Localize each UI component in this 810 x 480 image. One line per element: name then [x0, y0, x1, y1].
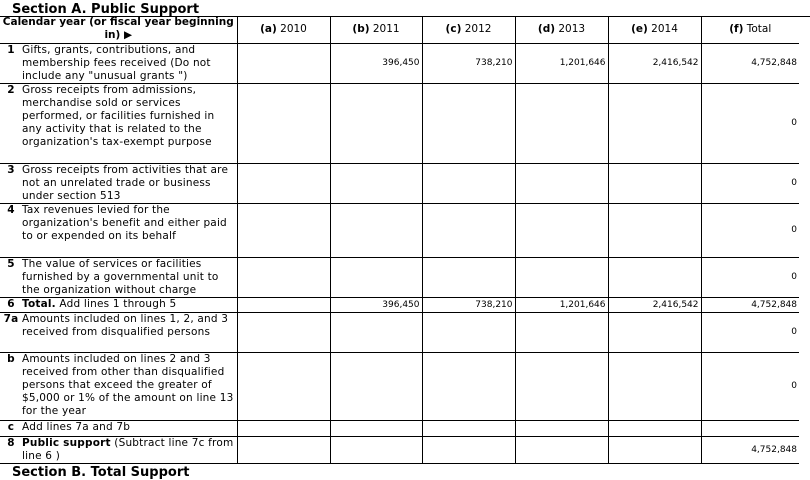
- column-header-a: (a) 2010: [237, 16, 330, 43]
- value-cell-b: [330, 163, 422, 203]
- value-cell-d: [515, 352, 608, 420]
- value-cell-d: [515, 203, 608, 257]
- line-row-8: [0, 436, 799, 463]
- value-cell-c: [422, 83, 515, 163]
- value-cell-a: [237, 420, 330, 436]
- value-cell-a: [237, 43, 330, 83]
- value-cell-c: [422, 257, 515, 297]
- column-header-b: (b) 2011: [330, 16, 422, 43]
- value-cell-d: [515, 420, 608, 436]
- line-number: 4: [7, 203, 15, 216]
- value-cell-e: [608, 352, 701, 420]
- value-cell-c: [422, 420, 515, 436]
- line-description: [0, 163, 237, 203]
- line-row-1: [0, 43, 799, 83]
- line-number: 5: [7, 257, 15, 270]
- line-description: [0, 312, 237, 352]
- line-row-b: [0, 352, 799, 420]
- value-cell-b: [330, 83, 422, 163]
- section-b-title: Section B. Total Support: [12, 465, 190, 480]
- value-cell-a: [237, 312, 330, 352]
- line-row-6: [0, 297, 799, 312]
- line-row-3: [0, 163, 799, 203]
- line-description: [0, 203, 237, 257]
- value-cell-f: 0: [701, 312, 799, 352]
- value-cell-a: [237, 163, 330, 203]
- value-cell-b: [330, 203, 422, 257]
- line-number: 2: [7, 83, 15, 96]
- line-description: [0, 83, 237, 163]
- line-row-7a: [0, 312, 799, 352]
- value-cell-a: [237, 83, 330, 163]
- value-cell-e: [608, 436, 701, 463]
- line-text: The value of services or facilities furnished by a governmental unit to the organization without charge: [22, 257, 219, 296]
- line-description: [0, 257, 237, 297]
- value-cell-b: [330, 420, 422, 436]
- line-number: 8: [7, 436, 15, 449]
- value-cell-e: [608, 420, 701, 436]
- value-cell-c: 738,210: [422, 43, 515, 83]
- value-cell-b: 396,450: [330, 43, 422, 83]
- value-cell-c: [422, 163, 515, 203]
- value-cell-f: [701, 420, 799, 436]
- value-cell-c: [422, 203, 515, 257]
- line-row-2: [0, 83, 799, 163]
- value-cell-f: 0: [701, 203, 799, 257]
- value-cell-b: [330, 312, 422, 352]
- line-bold-label: Public support: [22, 436, 111, 449]
- line-number: 6: [7, 297, 15, 310]
- line-row-4: [0, 203, 799, 257]
- line-number: 1: [7, 43, 15, 56]
- line-row-5: [0, 257, 799, 297]
- line-text: Gross receipts from activities that are not an unrelated trade or business under section 513: [22, 163, 229, 202]
- value-cell-e: [608, 163, 701, 203]
- value-cell-c: [422, 312, 515, 352]
- line-text: Add lines 7a and 7b: [22, 420, 131, 433]
- column-header-c: (c) 2012: [422, 16, 515, 43]
- value-cell-a: [237, 436, 330, 463]
- line-bold-label: Total.: [22, 297, 56, 310]
- value-cell-b: [330, 352, 422, 420]
- value-cell-e: 2,416,542: [608, 43, 701, 83]
- header-row: [0, 16, 799, 43]
- value-cell-e: 2,416,542: [608, 297, 701, 312]
- line-row-c: [0, 420, 799, 436]
- line-text: Tax revenues levied for the organization's benefit and either paid to or expended on its behalf: [22, 203, 227, 242]
- line-text: Gifts, grants, contributions, and membership fees received (Do not include any "unusual grants "): [22, 43, 211, 82]
- line-number: 3: [7, 163, 15, 176]
- public-support-table: [0, 16, 799, 464]
- column-header-e: (e) 2014: [608, 16, 701, 43]
- line-text: Amounts included on lines 1, 2, and 3 received from disqualified persons: [22, 312, 229, 338]
- value-cell-a: [237, 352, 330, 420]
- value-cell-f: 0: [701, 257, 799, 297]
- value-cell-e: [608, 203, 701, 257]
- value-cell-e: [608, 312, 701, 352]
- section-a-title: Section A. Public Support: [12, 2, 200, 17]
- value-cell-f: 0: [701, 163, 799, 203]
- line-number: c: [7, 420, 15, 433]
- value-cell-f: 0: [701, 83, 799, 163]
- value-cell-a: [237, 297, 330, 312]
- value-cell-b: [330, 257, 422, 297]
- value-cell-f: 4,752,848: [701, 43, 799, 83]
- value-cell-d: [515, 257, 608, 297]
- value-cell-d: 1,201,646: [515, 297, 608, 312]
- value-cell-f: 4,752,848: [701, 436, 799, 463]
- line-description: [0, 352, 237, 420]
- value-cell-c: 738,210: [422, 297, 515, 312]
- line-description: [0, 436, 237, 463]
- line-description: [0, 297, 237, 312]
- value-cell-c: [422, 436, 515, 463]
- calendar-year-label: Calendar year (or fiscal year beginning in) ▶: [0, 16, 237, 43]
- value-cell-e: [608, 83, 701, 163]
- value-cell-d: [515, 436, 608, 463]
- line-number: b: [7, 352, 15, 365]
- line-text: Add lines 1 through 5: [59, 297, 177, 310]
- line-text: Gross receipts from admissions, merchandise sold or services performed, or facilities furnished in any activity that is related to the organization's tax-exempt purpose: [22, 83, 215, 148]
- value-cell-b: [330, 436, 422, 463]
- value-cell-c: [422, 352, 515, 420]
- value-cell-a: [237, 257, 330, 297]
- value-cell-f: 0: [701, 352, 799, 420]
- value-cell-d: [515, 163, 608, 203]
- line-number: 7a: [3, 312, 19, 325]
- value-cell-f: 4,752,848: [701, 297, 799, 312]
- value-cell-d: [515, 83, 608, 163]
- line-text: (Subtract line 7c from line 6 ): [22, 436, 234, 462]
- column-header-d: (d) 2013: [515, 16, 608, 43]
- line-description: [0, 420, 237, 436]
- value-cell-a: [237, 203, 330, 257]
- value-cell-d: 1,201,646: [515, 43, 608, 83]
- value-cell-d: [515, 312, 608, 352]
- line-text: Amounts included on lines 2 and 3 received from other than disqualified persons that exceed the greater of $5,000 or 1% of the amount on line 13 for the year: [22, 352, 234, 417]
- value-cell-e: [608, 257, 701, 297]
- column-header-f: (f) Total: [701, 16, 799, 43]
- value-cell-b: 396,450: [330, 297, 422, 312]
- line-description: [0, 43, 237, 83]
